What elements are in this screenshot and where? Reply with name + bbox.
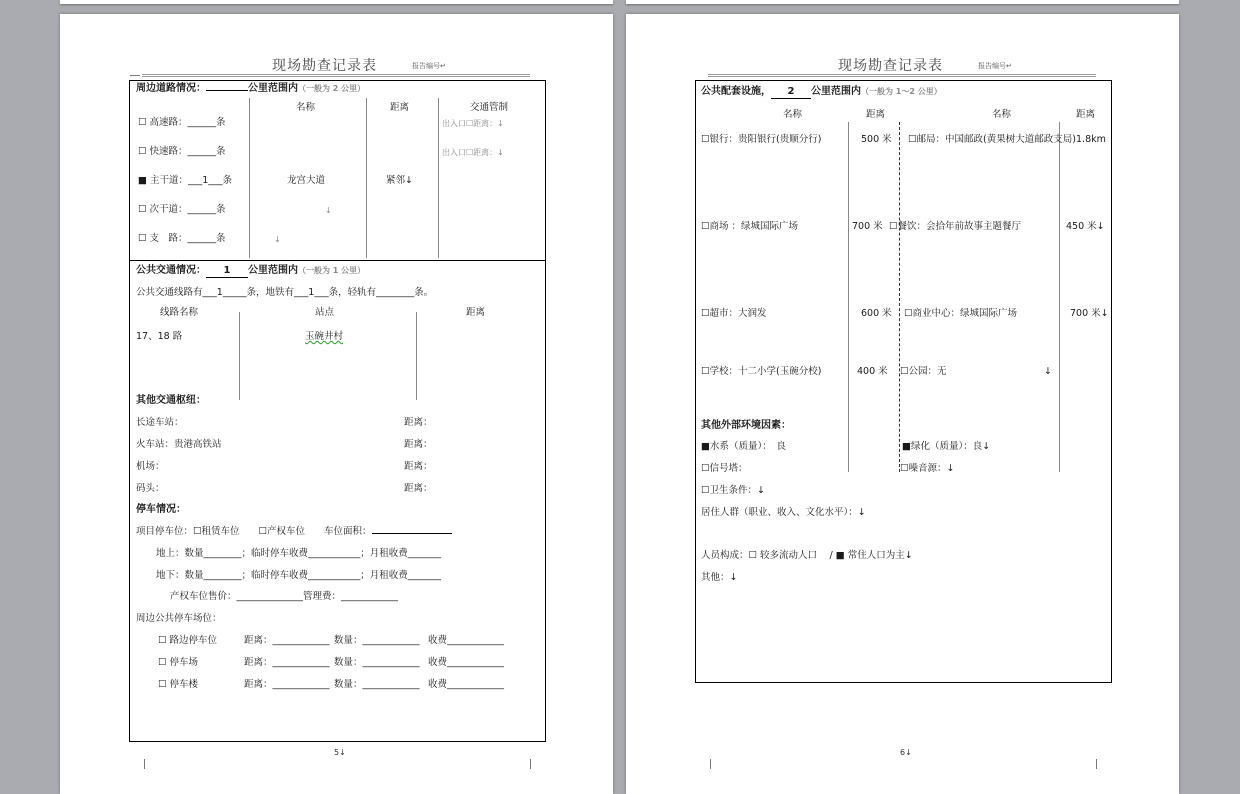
col-header-distance: 距离 — [866, 109, 886, 120]
parking-property-line: 产权车位售价：______________管理费：____________ — [170, 591, 399, 602]
facility-left: ☐银行：贵阳银行(贵顺分行) — [701, 134, 822, 145]
nearby-parking-heading: 周边公共停车场位： — [136, 613, 222, 624]
nearby-parking-label: ☐ 路边停车位 — [158, 635, 218, 646]
env-composition: 人员构成：☐ 较多流动人口 / ■ 常住人口为主↓ — [701, 550, 913, 561]
corner-mark — [144, 759, 145, 769]
hub-label: 码头： — [136, 483, 165, 494]
column-divider — [416, 312, 417, 400]
header-rule — [142, 76, 530, 77]
col-header-traffic: 交通管制 — [470, 102, 509, 113]
facility-right: ☐商业中心：绿城国际广场 — [904, 308, 1018, 319]
parking-underground-line: 地下：数量________；临时停车收费___________；月租收费_______ — [156, 570, 442, 581]
corner-mark — [1096, 759, 1097, 769]
nearby-parking-quantity: 数量：____________ — [334, 657, 420, 668]
hub-distance-label: 距离： — [404, 439, 433, 450]
col-header-name: 名称 — [992, 109, 1012, 120]
nearby-parking-distance: 距离：____________ — [244, 635, 330, 646]
facility-right-distance: ↓ — [1044, 366, 1052, 377]
environment-heading: 其他外部环境因素： — [701, 420, 791, 431]
nearby-parking-distance: 距离：____________ — [244, 657, 330, 668]
header-rule — [142, 74, 530, 75]
nearby-parking-fee: 收费____________ — [428, 635, 505, 646]
hub-label: 机场： — [136, 461, 165, 472]
previous-page-bottom-left — [60, 0, 613, 4]
roads-heading: 周边道路情况： 公里范围内（一般为 2 公里） — [136, 83, 366, 94]
hub-distance-label: 距离： — [404, 417, 433, 428]
road-row-label: ☐ 支 路：______条 — [138, 233, 226, 244]
col-header-distance: 距离 — [1076, 109, 1096, 120]
facility-left-distance: 400 米 — [857, 366, 888, 377]
page-number: 6↓ — [900, 748, 912, 757]
nearby-parking-label: ☐ 停车场 — [158, 657, 199, 668]
column-divider-dashed — [899, 122, 901, 472]
previous-page-bottom-right — [626, 0, 1179, 4]
corner-mark — [710, 759, 711, 769]
facilities-heading: 公共配套设施， 2 公里范围内（一般为 1～2 公里） — [701, 86, 942, 97]
nearby-parking-distance: 距离：____________ — [244, 679, 330, 690]
road-row-label: ☐ 次干道：______条 — [138, 204, 226, 215]
transit-lines-summary: 公共交通线路有___1_____条，地铁有___1___条，轻轨有________条。 — [136, 287, 434, 298]
env-sanitation: ☐卫生条件：↓ — [701, 485, 765, 496]
road-row-traffic: 出入口☐距离：↓ — [442, 148, 504, 157]
facility-right: ☐邮局：中国邮政(黄果树大道邮政支局) — [908, 134, 1076, 145]
col-header-distance: 距离 — [390, 102, 410, 113]
col-header-line: 线路名称 — [160, 307, 199, 318]
report-number-label: 报告编号↵ — [978, 62, 1012, 70]
hubs-heading: 其他交通枢纽： — [136, 395, 206, 406]
column-divider — [438, 98, 439, 258]
nearby-parking-fee: 收费____________ — [428, 657, 505, 668]
facility-right-distance: 1.8km — [1076, 134, 1106, 145]
page-title: 现场勘查记录表 — [272, 58, 377, 74]
env-noise-source: ☐噪音源：↓ — [900, 463, 955, 474]
facility-left-distance: 700 米 — [852, 221, 883, 232]
document-page-5 — [60, 14, 613, 794]
column-divider — [239, 312, 240, 400]
env-signal-tower: ☐信号塔： — [701, 463, 748, 474]
hub-label: 火车站：贵港高铁站 — [136, 439, 222, 450]
corner-mark — [530, 759, 531, 769]
facility-left: ☐商场 ：绿城国际广场 — [701, 221, 799, 232]
facility-left-distance: 600 米 — [861, 308, 892, 319]
facility-right-distance: 700 米↓ — [1070, 308, 1109, 319]
env-other: 其他：↓ — [701, 572, 738, 583]
facility-right: ☐公园：无 — [900, 366, 947, 377]
road-row-name: ↓ — [274, 235, 281, 244]
road-row-label: ■ 主干道：___1___条 — [138, 175, 233, 186]
nearby-parking-quantity: 数量：____________ — [334, 635, 420, 646]
col-header-stop: 站点 — [315, 307, 335, 318]
form-table — [695, 80, 1112, 683]
parking-heading: 停车情况： — [136, 504, 186, 515]
road-row-label: ☐ 高速路：______条 — [138, 117, 226, 128]
facility-left: ☐学校：十二小学(玉碗分校) — [701, 366, 822, 377]
env-water: ■水系（质量）： 良 — [701, 441, 786, 452]
env-greening: ■绿化（质量）：良↓ — [902, 441, 991, 452]
page-number: 5↓ — [334, 748, 346, 757]
hub-label: 长途车站： — [136, 417, 184, 428]
document-page-6 — [626, 14, 1179, 794]
transit-heading: 公共交通情况： 1 公里范围内（一般为 1 公里） — [136, 265, 366, 276]
column-divider — [249, 98, 250, 258]
road-row-label: ☐ 快速路：______条 — [138, 146, 226, 157]
hub-distance-label: 距离： — [404, 461, 433, 472]
col-header-distance: 距离 — [466, 307, 486, 318]
facility-left-distance: 500 米 — [861, 134, 892, 145]
header-rule — [708, 76, 1096, 77]
col-header-name: 名称 — [296, 102, 316, 113]
facility-right-distance: 450 米↓ — [1066, 221, 1105, 232]
report-number-label: 报告编号↵ — [412, 62, 446, 70]
section-divider — [129, 260, 546, 261]
col-header-name: 名称 — [783, 109, 803, 120]
road-row-name: ↓ — [325, 206, 332, 215]
facility-left: ☐超市：大润发 — [701, 308, 767, 319]
hub-distance-label: 距离： — [404, 483, 433, 494]
nearby-parking-label: ☐ 停车楼 — [158, 679, 199, 690]
corner-mark — [130, 75, 140, 76]
parking-project-line: 项目停车位：☐租赁车位 ☐产权车位 车位面积： — [136, 526, 452, 538]
facility-right: ☐餐饮：会拾年前故事主题餐厅 — [889, 221, 1022, 232]
column-divider — [848, 122, 849, 472]
road-row-traffic: 出入口☐距离：↓ — [442, 119, 504, 128]
nearby-parking-quantity: 数量：____________ — [334, 679, 420, 690]
column-divider — [1059, 122, 1060, 472]
transit-stop-name: 玉碗井村 — [305, 331, 344, 342]
page-title: 现场勘查记录表 — [838, 58, 943, 74]
header-rule — [708, 74, 1096, 75]
parking-ground-line: 地上：数量________；临时停车收费___________；月租收费_______ — [156, 548, 442, 559]
transit-line-name: 17、18 路 — [136, 331, 183, 342]
env-residents: 居住人群（职业、收入、文化水平）：↓ — [701, 507, 866, 518]
road-row-distance: 紧邻↓ — [386, 175, 413, 186]
road-row-name: 龙宫大道 — [287, 175, 326, 186]
nearby-parking-fee: 收费____________ — [428, 679, 505, 690]
column-divider — [366, 98, 367, 258]
